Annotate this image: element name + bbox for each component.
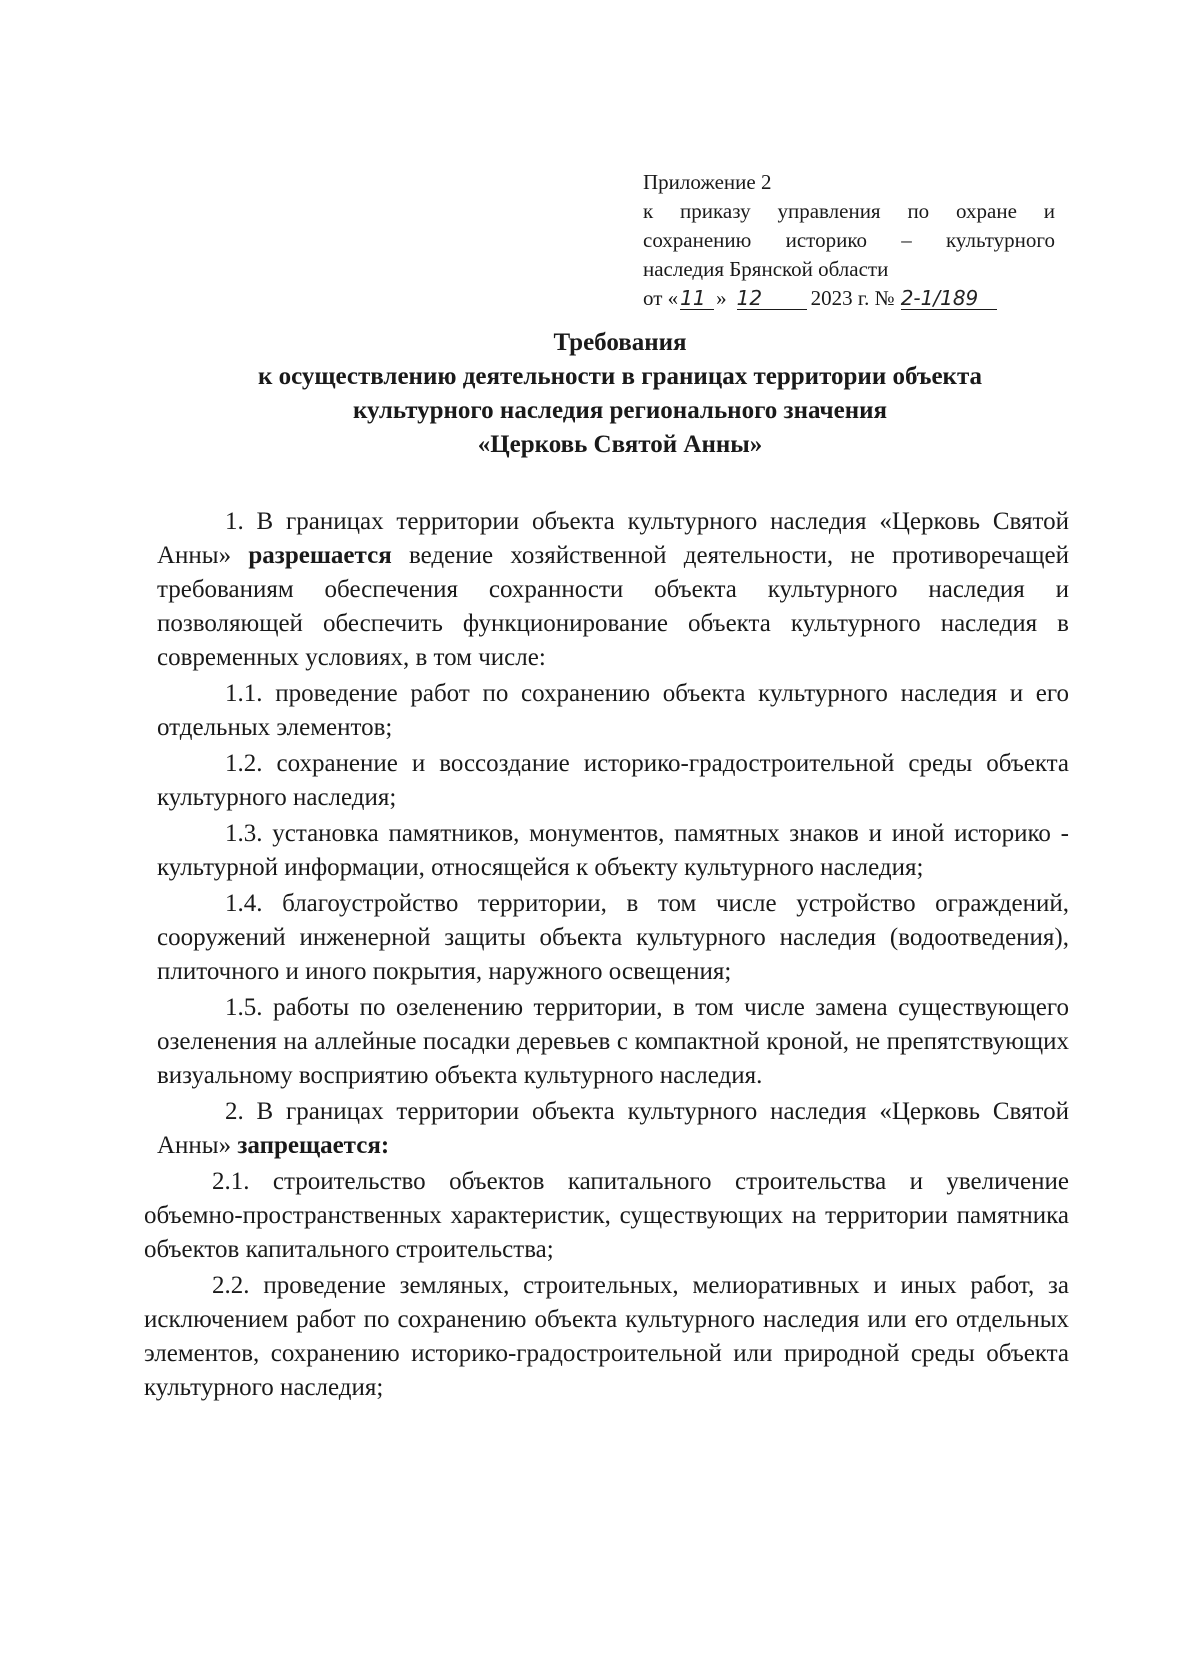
item-2-2: 2.2. проведение земляных, строительных, мелиоративных и иных работ, за исключением работ по сохранению объекта культурного наследия или его отдельных элементов, сохранению историко-градостроительной или природной среды объекта культурного наследия; <box>144 1272 1069 1401</box>
document-title <box>150 326 1090 462</box>
appendix-line-3: сохранению историко – культурного <box>643 228 1055 252</box>
paragraph-1-end: ведение хозяйственной деятельности, не противоречащей требованиям обеспечения сохранности объекта культурного наследия и позволяющей обеспечить функционирование объекта культурного наследия в современных условиях, в том числе: <box>157 542 1070 671</box>
title-line-4: «Церковь Святой Анны» <box>477 431 763 458</box>
item-1-1: 1.1. проведение работ по сохранению объекта культурного наследия и его отдельных элементов; <box>157 680 1069 741</box>
title-line-1: Требования <box>553 329 687 356</box>
appendix-line-4: наследия Брянской области <box>643 257 889 281</box>
document-body <box>144 505 1070 1407</box>
handwritten-month: 12 <box>737 287 807 310</box>
title-line-3: культурного наследия регионального значения <box>352 397 888 424</box>
paragraph-2-bold: запрещается: <box>237 1132 390 1159</box>
appendix-header <box>643 168 1055 313</box>
order-date-line <box>643 284 1055 313</box>
handwritten-order-number: 2-1/189 <box>901 287 997 310</box>
handwritten-day: 11 <box>680 287 714 310</box>
paragraph-2 <box>157 1095 1069 1163</box>
paragraph-1-start: 1. В границах территории объекта культурного наследия «Церковь Святой Анны» <box>157 508 1069 569</box>
item-2-1: 2.1. строительство объектов капитального строительства и увеличение объемно-пространственных характеристик, существующих на территории памятника объектов капитального строительства; <box>144 1168 1069 1263</box>
paragraph-2-start: 2. В границах территории объекта культурного наследия «Церковь Святой Анны» <box>157 1098 1069 1159</box>
date-prefix: от « <box>643 286 679 310</box>
title-line-2: к осуществлению деятельности в границах территории объекта <box>257 363 983 390</box>
item-1-2: 1.2. сохранение и воссоздание историко-градостроительной среды объекта культурного наследия; <box>157 750 1069 811</box>
paragraph-1-bold: разрешается <box>248 542 392 569</box>
paragraph-1 <box>157 505 1069 675</box>
date-mid: » <box>716 286 727 310</box>
item-1-5: 1.5. работы по озеленению территории, в том числе замена существующего озеленения на аллейные посадки деревьев с компактной кроной, не препятствующих визуальному восприятию объекта культурного наследия. <box>157 994 1069 1089</box>
date-year: 2023 г. № <box>810 286 895 310</box>
appendix-line-2: к приказу управления по охране и <box>643 199 1055 223</box>
item-1-4: 1.4. благоустройство территории, в том числе устройство ограждений, сооружений инженерной защиты объекта культурного наследия (водоотведения), плиточного и иного покрытия, наружного освещения; <box>157 890 1069 985</box>
appendix-line-1: Приложение 2 <box>643 170 772 194</box>
item-1-3: 1.3. установка памятников, монументов, памятных знаков и иной историко - культурной информации, относящейся к объекту культурного наследия; <box>157 820 1069 881</box>
